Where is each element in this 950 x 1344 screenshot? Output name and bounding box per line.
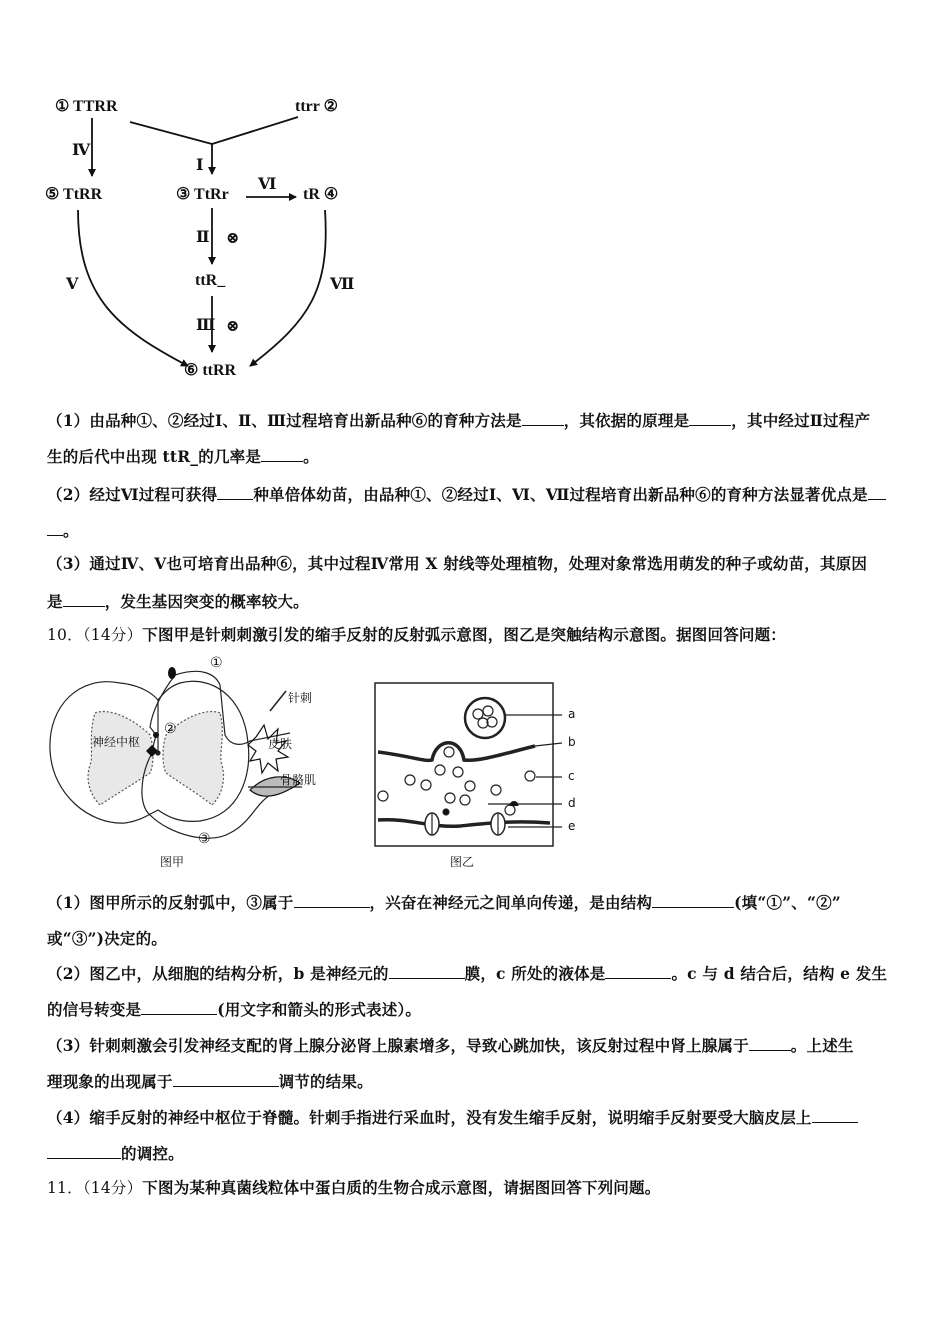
marker-2: ② [164, 721, 177, 737]
label-nerve-center: 神经中枢 [92, 735, 141, 749]
branch-right [212, 117, 298, 144]
answer-blank[interactable] [389, 963, 465, 979]
label-needle: 针刺 [288, 691, 313, 705]
process-5-label: Ⅴ [66, 276, 79, 293]
label-c: c [568, 769, 575, 783]
q10-line-3: （2）图乙中，从细胞的结构分析，b 是神经元的 膜，c 所处的液体是 。c 与 d 结合后，结构 e 发生 [47, 964, 888, 983]
branch-left [130, 122, 212, 144]
node-5-TtRR: ⑤ TtRR [45, 186, 103, 203]
q11-title: 下图为某种真菌线粒体中蛋白质的生物合成示意图，请据图回答下列问题。 [142, 1178, 661, 1197]
answer-blank[interactable] [47, 520, 63, 536]
process-3-label: Ⅲ [196, 317, 216, 334]
answer-blank[interactable] [605, 963, 671, 979]
figure-caption-a: 图甲 [160, 855, 185, 869]
process-6-label: Ⅵ [258, 176, 277, 193]
q10-line-6: 理现象的出现属于 调节的结果。 [47, 1072, 373, 1091]
figure-caption-b: 图乙 [450, 855, 475, 869]
answer-blank[interactable] [294, 892, 370, 908]
figure-synapse [370, 680, 600, 875]
q10-line-2: 或“③”)决定的。 [47, 929, 167, 948]
q9-line-2: 生的后代中出现 ttR_的几率是 。 [47, 447, 319, 466]
node-ttR: ttR_ [195, 272, 226, 289]
q10-number: 10．（14分） [47, 626, 143, 644]
answer-blank[interactable] [261, 446, 303, 462]
process-1-label: Ⅰ [196, 157, 204, 174]
q9-line-4: 。 [47, 520, 79, 541]
node-3-TtRr: ③ TtRr [176, 186, 229, 203]
answer-blank[interactable] [652, 892, 734, 908]
q9-line-5: （3）通过Ⅳ、Ⅴ也可培育出品种⑥，其中过程Ⅳ常用 X 射线等处理植物，处理对象常选用萌发的种子或幼苗，其原因 [47, 554, 868, 573]
q9-line-3: （2）经过Ⅵ过程可获得 种单倍体幼苗，由品种①、②经过Ⅰ、Ⅵ、Ⅶ过程培育出新品种⑥的育种方法显著优点是 [47, 484, 886, 505]
answer-blank[interactable] [868, 484, 886, 500]
q9-line-1: （1）由品种①、②经过Ⅰ、Ⅱ、Ⅲ过程培育出新品种⑥的育种方法是 ，其依据的原理是 ，其中经过Ⅱ过程产 [47, 411, 871, 430]
answer-blank[interactable] [141, 999, 217, 1015]
q10-line-5: （3）针刺刺激会引发神经支配的肾上腺分泌肾上腺素增多，导致心跳加快，该反射过程中肾上腺属于 。上述生 [47, 1036, 854, 1055]
process-2-label: Ⅱ [196, 229, 210, 246]
node-4-tR: tR ④ [303, 186, 339, 203]
answer-blank[interactable] [63, 591, 105, 607]
selfing-2-mark: ⊗ [226, 230, 240, 247]
q9-line-6: 是 ，发生基因突变的概率较大。 [47, 592, 309, 611]
label-skeletal-muscle: 骨骼肌 [280, 773, 317, 787]
node-6-ttRR: ⑥ ttRR [184, 362, 237, 379]
q10-header [47, 625, 786, 645]
synapse-drawing [370, 680, 600, 875]
breeding-arrows [0, 0, 400, 400]
figure-reflex-arc [40, 655, 340, 875]
answer-blank[interactable] [749, 1035, 791, 1051]
label-skin: 皮肤 [268, 737, 293, 751]
label-a: a [568, 707, 576, 721]
answer-blank[interactable] [812, 1107, 858, 1123]
answer-blank[interactable] [689, 410, 731, 426]
node-1-TTRR: ① TTRR [55, 98, 118, 115]
q10-line-8: 的调控。 [47, 1143, 184, 1164]
label-d: d [568, 796, 576, 810]
q11-header [47, 1178, 660, 1198]
selfing-3-mark: ⊗ [226, 318, 240, 335]
q10-line-1: （1）图甲所示的反射弧中，③属于 ，兴奋在神经元之间单向传递，是由结构 (填“①”、“②” [47, 893, 841, 912]
process-4-label: Ⅳ [72, 142, 91, 159]
q10-title: 下图甲是针刺刺激引发的缩手反射的反射弧示意图，图乙是突触结构示意图。据图回答问题： [142, 625, 786, 644]
q11-number: 11．（14分） [47, 1179, 143, 1197]
marker-3: ③ [198, 831, 211, 847]
q10-line-4: 的信号转变是 (用文字和箭头的形式表述）。 [47, 1000, 422, 1019]
answer-blank[interactable] [47, 1143, 121, 1159]
q10-line-7: （4）缩手反射的神经中枢位于脊髓。针刺手指进行采血时，没有发生缩手反射，说明缩手反射要受大脑皮层上 [47, 1107, 858, 1128]
label-b: b [568, 735, 576, 749]
answer-blank[interactable] [173, 1071, 279, 1087]
process-7-label: Ⅶ [330, 276, 355, 293]
reflex-arc-drawing [40, 655, 340, 875]
arrow-VII [250, 210, 326, 366]
label-e: e [568, 819, 576, 833]
node-2-ttrr: ttrr ② [295, 98, 338, 115]
marker-1: ① [210, 655, 223, 671]
answer-blank[interactable] [217, 484, 253, 500]
answer-blank[interactable] [522, 410, 564, 426]
arrow-V [78, 210, 188, 366]
